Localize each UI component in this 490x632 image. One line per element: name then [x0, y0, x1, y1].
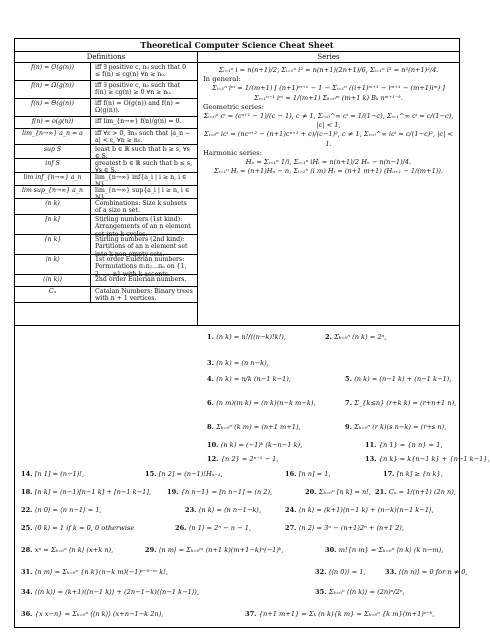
- series-body: [198, 63, 459, 179]
- identity-formula: [n 1] = (n−1)!,: [34, 470, 85, 478]
- identity-formula: {n 2} = 2ⁿ⁻¹ − 1,: [220, 455, 279, 463]
- identity-formula: {n 1} = {n n} = 1,: [378, 441, 443, 449]
- definition-symbol: f(n) = Ω(g(n)): [15, 81, 91, 98]
- identity-number: 1.: [207, 333, 217, 341]
- identity-number: 21.: [375, 488, 389, 496]
- identity-formula: Σₖ₌₀ⁿ ⟨⟨n k⟩⟩ = (2n)ⁿ/2ⁿ,: [328, 588, 405, 596]
- definition-text: Catalan Numbers: Binary trees with n + 1 vertices.: [95, 288, 193, 303]
- identity-number: 20.: [305, 488, 319, 496]
- identity-number: 6.: [207, 399, 217, 407]
- identity-formula: [n n] = 1,: [298, 470, 331, 478]
- definition-row: [15, 145, 197, 159]
- definition-text: greatest b ∈ ℝ such that b ≤ s, ∀s ∈ S.: [95, 160, 193, 175]
- definition-row: [15, 199, 197, 215]
- definition-row: [15, 255, 197, 278]
- sheet-title: Theoretical Computer Science Cheat Sheet: [15, 39, 459, 52]
- identity-formula: ⟨n 0⟩ = ⟨n n−1⟩ = 1,: [34, 506, 102, 514]
- identity-formula: (n k) = (n n−k),: [216, 359, 269, 367]
- identity-number: 8.: [207, 423, 217, 431]
- definitions-header: Definitions: [15, 52, 197, 63]
- identity-formula: [n 2] = (n−1)!Hₙ₋₁,: [158, 470, 223, 478]
- identity-number: 19.: [167, 488, 181, 496]
- identity-item: [315, 588, 405, 596]
- identity-number: 33.: [385, 568, 399, 576]
- identity-item: [365, 438, 442, 452]
- identity-item: [315, 568, 366, 576]
- definition-text: iff ∃ positive c, n₀ such that 0 ≤ f(n) ≤ cg(n) ∀n ≥ n₀.: [95, 64, 187, 79]
- definition-text: 2nd order Eulerian numbers.: [95, 276, 187, 283]
- definition-symbol: sup S: [15, 145, 91, 158]
- definition-text: Stirling numbers (2nd kind): Partitions of an n element set into k non-empty sets.: [95, 236, 188, 258]
- definition-row: [15, 81, 197, 99]
- identity-item: [21, 610, 163, 618]
- definition-row: [15, 235, 197, 258]
- identity-number: 17.: [383, 470, 397, 478]
- series-column: [198, 52, 459, 325]
- definition-symbol: f(n) = O(g(n)): [15, 63, 91, 80]
- definition-text: iff ∀ε > 0, ∃n₀ such that |a_n − a| < ε, ∀n ≥ n₀.: [95, 130, 191, 145]
- identity-item: [21, 588, 199, 596]
- identity-item: [325, 546, 443, 554]
- identity-number: 4.: [207, 375, 217, 383]
- identity-item: [21, 568, 168, 576]
- definition-symbol: [n k]: [15, 215, 91, 234]
- cheat-sheet: [14, 38, 490, 628]
- identity-item: [145, 546, 283, 554]
- identity-number: 5.: [345, 375, 355, 383]
- identity-formula: ⟨0 k⟩ = 1 if k = 0, 0 otherwise: [34, 524, 135, 532]
- identity-formula: {x x−n} = Σₖ₌₀ⁿ ⟨⟨n k⟩⟩ (x+n−1−k 2n),: [34, 610, 164, 618]
- identity-formula: Σₖ₌₀ⁿ (k m) = (n+1 m+1),: [216, 423, 301, 431]
- identity-number: 28.: [21, 546, 35, 554]
- identity-formula: (n k) = n/k (n−1 k−1),: [216, 375, 291, 383]
- identity-formula: ⟨⟨n 0⟩⟩ = 1,: [328, 568, 366, 576]
- identity-number: 15.: [145, 470, 159, 478]
- definition-row: [15, 287, 197, 303]
- definition-symbol: lim_{n→∞} a_n = a: [15, 129, 91, 144]
- definition-symbol: Cₙ: [15, 287, 91, 302]
- identity-item: [207, 438, 302, 452]
- definition-symbol: inf S: [15, 159, 91, 172]
- identity-item: [345, 372, 451, 386]
- series-harmonic-2: Σᵢ₌₁ⁿ Hᵢ = (n+1)Hₙ − n, Σᵢ₌₁ⁿ (i m) Hᵢ = (n+1 m+1) (Hₙ₊₁ − 1/(m+1)).: [213, 167, 444, 176]
- identity-formula: [n k] ≥ {n k},: [396, 470, 443, 478]
- identity-formula: Σₖ₌₀ⁿ [n k] = n!,: [318, 488, 371, 496]
- identity-formula: {n+1 m+1} = Σₖ (n k){k m} = Σₖ₌₀ⁿ {k m}(m+1)ⁿ⁻ᵏ,: [258, 610, 435, 618]
- identity-item: [207, 330, 286, 344]
- identity-number: 7.: [345, 399, 355, 407]
- definition-row: [15, 117, 197, 129]
- general-label: In general:: [203, 75, 241, 84]
- identity-number: 11.: [365, 441, 379, 449]
- series-general-2: Σᵢ₌₁ⁿ⁻¹ iᵐ = 1/(m+1) Σₖ₌₀ᵐ (m+1 k) Bₖ nᵐ⁺¹⁻ᵏ.: [254, 93, 403, 102]
- identity-number: 13.: [365, 455, 379, 463]
- identity-number: 29.: [145, 546, 159, 554]
- definition-row: [15, 275, 197, 287]
- identity-formula: {n k} = k{n−1 k} + {n−1 k−1},: [378, 455, 490, 463]
- identity-formula: ⟨n m⟩ = Σₖ₌₀ᵐ (n+1 k)(m+1−k)ⁿ(−1)ᵏ,: [158, 546, 284, 554]
- definition-text: lim_{n→∞} sup{a_i | i ≥ n, i ∈ ℕ}.: [95, 187, 190, 202]
- definition-text: iff f(n) = O(g(n)) and f(n) = Ω(g(n)).: [95, 100, 181, 115]
- identity-formula: Σ_{k≤n} (r+k k) = (r+n+1 n),: [354, 399, 457, 407]
- identity-number: 9.: [345, 423, 355, 431]
- definition-symbol: f(n) = Θ(g(n)): [15, 99, 91, 116]
- identity-item: [167, 488, 272, 496]
- harmonic-label: Harmonic series:: [203, 148, 263, 157]
- identity-item: [245, 610, 435, 618]
- identity-number: 23.: [185, 506, 199, 514]
- definition-text: lim_{n→∞} inf{a_i | i ≥ n, i ∈ ℕ}.: [95, 174, 187, 189]
- identity-formula: m!{n m} = Σₖ₌₀ⁿ ⟨n k⟩ (k n−m),: [338, 546, 444, 554]
- identity-number: 14.: [21, 470, 35, 478]
- identity-number: 27.: [285, 524, 299, 532]
- identity-item: [285, 470, 331, 478]
- identity-formula: ⟨⟨n n⟩⟩ = 0 for n ≠ 0,: [398, 568, 468, 576]
- definition-row: [15, 99, 197, 117]
- identities-full: [15, 466, 468, 626]
- identity-number: 22.: [21, 506, 35, 514]
- identity-formula: ⟨n k⟩ = ⟨n n−1−k⟩,: [198, 506, 262, 514]
- identity-item: [21, 524, 134, 532]
- identity-item: [145, 470, 223, 478]
- identity-number: 26.: [175, 524, 189, 532]
- identity-item: [383, 470, 443, 478]
- identity-item: [21, 488, 151, 496]
- identity-number: 32.: [315, 568, 329, 576]
- definitions-column: [15, 52, 198, 325]
- definition-symbol: ⟨n k⟩: [15, 255, 91, 274]
- series-geometric-2: Σᵢ₌₀ⁿ icⁱ = (ncⁿ⁺² − (n+1)cⁿ⁺¹ + c)/(c−1)², c ≠ 1, Σᵢ₌₀^∞ icⁱ = c/(1−c)², |c| < 1.: [204, 130, 453, 148]
- identity-item: [207, 372, 291, 386]
- definition-text: Stirling numbers (1st kind): Arrangements of an n element set into k cycles.: [95, 216, 191, 238]
- definition-row: [15, 173, 197, 189]
- identity-formula: Σₖ₌₀ⁿ (r k)(s n−k) = (r+s n),: [354, 423, 447, 431]
- identity-formula: (n k) = (n−1 k) + (n−1 k−1),: [354, 375, 452, 383]
- identity-item: [365, 452, 490, 466]
- identity-formula: ⟨n 1⟩ = 2ⁿ − n − 1,: [188, 524, 252, 532]
- definition-text: 1st order Eulerian numbers: Permutations π₁π₂…πₙ on {1, 2, …, n} with k ascents.: [95, 256, 187, 278]
- identity-formula: ⟨n 2⟩ = 3ⁿ − (n+1)2ⁿ + (n+1 2),: [298, 524, 404, 532]
- identities-section: [15, 325, 490, 618]
- definition-text: Combinations: Size k subsets of a size n set.: [95, 200, 187, 215]
- series-harmonic-1: Hₙ = Σᵢ₌₁ⁿ 1/i, Σᵢ₌₁ⁿ iHᵢ = n(n+1)/2 Hₙ − n(n−1)/4.: [245, 158, 412, 167]
- definition-row: [15, 129, 197, 145]
- definition-text: least b ∈ ℝ such that b ≥ s, ∀s ∈ S.: [95, 146, 190, 161]
- identity-number: 36.: [21, 610, 35, 618]
- identity-number: 24.: [285, 506, 299, 514]
- definition-symbol: f(n) = o(g(n)): [15, 117, 91, 128]
- identities-right: [205, 326, 490, 466]
- identity-formula: Cₙ = 1/(n+1) (2n n),: [388, 488, 456, 496]
- identity-formula: (n k) = (−1)ᵏ (k−n−1 k),: [220, 441, 303, 449]
- definition-text: iff ∃ positive c, n₀ such that f(n) ≥ cg(n) ≥ 0 ∀n ≥ n₀.: [95, 82, 181, 97]
- series-sums: Σᵢ₌₁ⁿ i = n(n+1)/2, Σᵢ₌₁ⁿ i² = n(n+1)(2n+1)/6, Σᵢ₌₁ⁿ i³ = n²(n+1)²/4.: [218, 66, 439, 74]
- series-geometric-1: Σᵢ₌₀ⁿ cⁱ = (cⁿ⁺¹ − 1)/(c − 1), c ≠ 1, Σᵢ₌₀^∞ cⁱ = 1/(1−c), Σᵢ₌₁^∞ cⁱ = c/(1−c), |c| < 1,: [203, 112, 454, 130]
- identity-number: 18.: [21, 488, 35, 496]
- definition-symbol: lim sup_{n→∞} a_n: [15, 186, 91, 198]
- identity-formula: {n n−1} = [n n−1] = (n 2),: [180, 488, 273, 496]
- identity-number: 25.: [21, 524, 35, 532]
- definition-row: [15, 215, 197, 238]
- identity-number: 30.: [325, 546, 339, 554]
- identity-formula: ⟨⟨n k⟩⟩ = (k+1)⟨⟨n−1 k⟩⟩ + (2n−1−k)⟨⟨n−1 k−1⟩⟩,: [34, 588, 200, 596]
- identity-formula: xⁿ = Σₖ₌₀ⁿ ⟨n k⟩ (x+k n),: [34, 546, 114, 554]
- identity-item: [345, 396, 456, 410]
- identity-item: [207, 452, 278, 466]
- identity-number: 12.: [207, 455, 221, 463]
- definition-symbol: {n k}: [15, 235, 91, 254]
- series-general-1: Σᵢ₌₁ⁿ iᵐ = 1/(m+1) [ (n+1)ᵐ⁺¹ − 1 − Σᵢ₌₁ⁿ ((i+1)ᵐ⁺¹ − iᵐ⁺¹ − (m+1)iᵐ) ]: [212, 84, 445, 93]
- identity-formula: ⟨n k⟩ = (k+1)⟨n−1 k⟩ + (n−k)⟨n−1 k−1⟩,: [298, 506, 434, 514]
- definition-row: [15, 186, 197, 202]
- identity-item: [21, 470, 84, 478]
- identity-formula: Σₖ₌₀ⁿ (n k) = 2ⁿ,: [334, 333, 387, 341]
- definition-symbol: ⟨⟨n k⟩⟩: [15, 275, 91, 286]
- identity-item: [325, 330, 386, 344]
- identity-number: 16.: [285, 470, 299, 478]
- identity-number: 37.: [245, 610, 259, 618]
- identity-number: 10.: [207, 441, 221, 449]
- identity-formula: [n k] = (n−1)[n−1 k] + [n−1 k−1],: [34, 488, 152, 496]
- definition-symbol: (n k): [15, 199, 91, 214]
- top-columns: [15, 52, 459, 325]
- identity-item: [385, 568, 468, 576]
- identity-number: 2.: [325, 333, 335, 341]
- identity-item: [375, 488, 456, 496]
- identity-item: [207, 356, 269, 370]
- identity-number: 35.: [315, 588, 329, 596]
- identity-item: [207, 396, 316, 410]
- definition-row: [15, 159, 197, 173]
- identity-formula: (n k) = n!/((n−k)!k!),: [216, 333, 286, 341]
- identity-item: [285, 506, 434, 514]
- definition-row: [15, 63, 197, 81]
- identity-item: [285, 524, 404, 532]
- identity-item: [185, 506, 261, 514]
- identity-item: [305, 488, 371, 496]
- definition-text: iff lim_{n→∞} f(n)/g(n) = 0.: [95, 118, 182, 125]
- definition-symbol: lim inf_{n→∞} a_n: [15, 173, 91, 185]
- definitions-table: [15, 63, 197, 303]
- identity-item: [21, 506, 102, 514]
- identity-number: 31.: [21, 568, 35, 576]
- identity-formula: ⟨n m⟩ = Σₖ₌₀ⁿ {n k}(n−k m)(−1)ⁿ⁻ᵏ⁻ᵐ k!,: [34, 568, 168, 576]
- series-header: Series: [198, 52, 459, 63]
- identity-item: [345, 420, 446, 434]
- identity-formula: (n m)(m k) = (n k)(n−k m−k),: [216, 399, 316, 407]
- identity-item: [207, 420, 301, 434]
- identity-number: 34.: [21, 588, 35, 596]
- identity-item: [21, 546, 113, 554]
- identity-item: [175, 524, 251, 532]
- geometric-label: Geometric series:: [203, 102, 264, 111]
- identity-number: 3.: [207, 359, 217, 367]
